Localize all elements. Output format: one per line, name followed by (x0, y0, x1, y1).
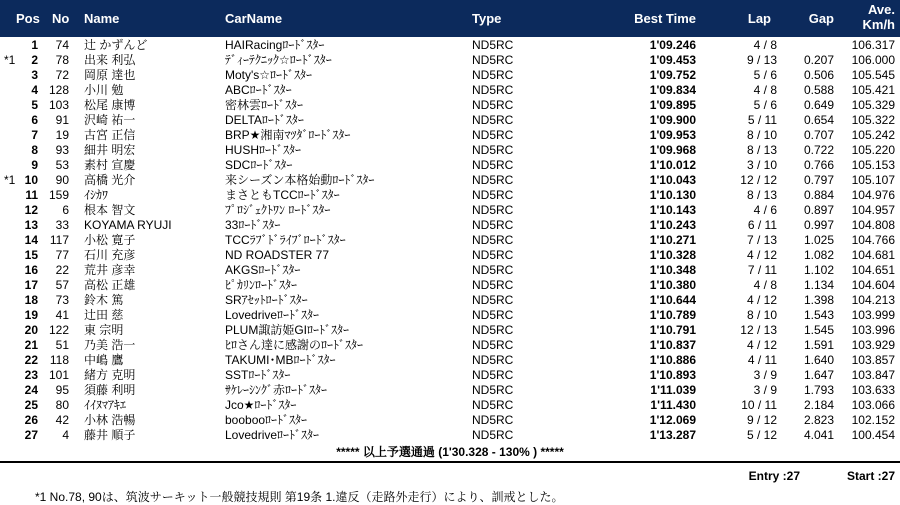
average-speed-cell: 105.153 (851, 158, 895, 172)
best-time-cell: 1'13.287 (649, 428, 696, 442)
table-row (0, 143, 900, 158)
gap-cell: 1.543 (803, 308, 834, 322)
header-ave-label: Ave. (868, 2, 895, 17)
gap-cell: 0.884 (803, 188, 834, 202)
gap-cell: 1.647 (803, 368, 834, 382)
average-speed-cell: 102.152 (851, 413, 895, 427)
driver-name-cell: 沢崎 祐一 (84, 113, 136, 127)
average-speed-cell: 105.329 (851, 98, 895, 112)
average-speed-cell: 104.808 (851, 218, 895, 232)
table-row (0, 308, 900, 323)
gap-cell: 1.640 (803, 353, 834, 367)
car-type-cell: ND5RC (472, 263, 514, 277)
car-number-cell: 101 (48, 368, 69, 382)
car-type-cell: ND5RC (472, 323, 514, 337)
car-name-cell: AKGSﾛｰﾄﾞｽﾀｰ (225, 263, 301, 277)
lap-cell: 9 / 13 (746, 53, 777, 67)
driver-name-cell: 高松 正雄 (84, 278, 136, 292)
driver-name-cell: 小松 寛子 (84, 233, 136, 247)
car-number-cell: 33 (55, 218, 69, 232)
table-row (0, 398, 900, 413)
average-speed-cell: 104.957 (851, 203, 895, 217)
header-name: Name (84, 11, 120, 26)
position-cell: 15 (24, 248, 38, 262)
driver-name-cell: 古宮 正信 (84, 128, 136, 142)
average-speed-cell: 103.633 (851, 383, 895, 397)
lap-cell: 3 / 10 (746, 158, 777, 172)
position-cell: 27 (24, 428, 38, 442)
lap-cell: 4 / 6 (753, 203, 777, 217)
driver-name-cell: ｲｲﾇﾏｱｷｴ (84, 398, 127, 412)
average-speed-cell: 105.107 (851, 173, 895, 187)
car-number-cell: 74 (55, 38, 69, 52)
best-time-cell: 1'10.380 (649, 278, 696, 292)
table-row (0, 218, 900, 233)
car-type-cell: ND5RC (472, 428, 514, 442)
car-number-cell: 6 (62, 203, 69, 217)
car-number-cell: 91 (55, 113, 69, 127)
table-row (0, 368, 900, 383)
car-name-cell: SDCﾛｰﾄﾞｽﾀｰ (225, 158, 293, 172)
footnote: *1 No.78, 90は、筑波サーキット一般競技規則 第19条 1.違反（走路外走行）により、訓戒とした。 (35, 490, 564, 504)
driver-name-cell: ｲｼｶﾜ (84, 188, 109, 202)
table-row (0, 173, 900, 188)
position-cell: 7 (31, 128, 38, 142)
car-type-cell: ND5RC (472, 368, 514, 382)
best-time-cell: 1'10.893 (649, 368, 696, 382)
lap-cell: 5 / 6 (753, 98, 777, 112)
best-time-cell: 1'10.043 (649, 173, 696, 187)
lap-cell: 4 / 11 (747, 353, 777, 367)
position-cell: 6 (31, 113, 38, 127)
average-speed-cell: 103.857 (851, 353, 895, 367)
position-cell: 3 (31, 68, 38, 82)
header-carname: CarName (225, 11, 283, 26)
gap-cell: 0.588 (803, 83, 834, 97)
driver-name-cell: 石川 充彦 (84, 248, 136, 262)
best-time-cell: 1'10.644 (649, 293, 696, 307)
driver-name-cell: 小林 浩暢 (84, 413, 136, 427)
header-best-time: Best Time (634, 11, 696, 26)
table-row (0, 353, 900, 368)
gap-cell: 1.545 (803, 323, 834, 337)
table-row (0, 203, 900, 218)
best-time-cell: 1'10.143 (649, 203, 696, 217)
car-name-cell: Lovedriveﾛｰﾄﾞｽﾀｰ (225, 308, 320, 322)
position-cell: 25 (24, 398, 38, 412)
lap-cell: 4 / 8 (753, 38, 777, 52)
gap-cell: 1.591 (803, 338, 834, 352)
table-row (0, 98, 900, 113)
position-cell: 5 (31, 98, 38, 112)
position-cell: 12 (24, 203, 38, 217)
average-speed-cell: 104.766 (851, 233, 895, 247)
table-row (0, 53, 900, 68)
header-type: Type (472, 11, 502, 26)
car-name-cell: TCCﾗﾌﾞﾄﾞﾗｲﾌﾞﾛｰﾄﾞｽﾀｰ (225, 233, 346, 247)
table-row (0, 263, 900, 278)
lap-cell: 4 / 12 (746, 338, 777, 352)
car-type-cell: ND5RC (472, 293, 514, 307)
car-number-cell: 73 (55, 293, 69, 307)
average-speed-cell: 103.999 (851, 308, 895, 322)
average-speed-cell: 106.000 (851, 53, 895, 67)
entry-count: Entry :27 (748, 469, 800, 483)
driver-name-cell: 根本 智文 (84, 203, 136, 217)
average-speed-cell: 105.242 (851, 128, 895, 142)
position-cell: 22 (24, 353, 38, 367)
gap-cell: 1.134 (803, 278, 834, 292)
lap-cell: 6 / 11 (747, 218, 777, 232)
car-number-cell: 22 (55, 263, 69, 277)
driver-name-cell: 松尾 康博 (84, 98, 136, 112)
car-type-cell: ND5RC (472, 113, 514, 127)
qualifying-cutoff-line: ***** 以上予選通過 (1'30.328 - 130% ) ***** (336, 445, 564, 459)
car-number-cell: 41 (55, 308, 69, 322)
average-speed-cell: 105.545 (851, 68, 895, 82)
car-number-cell: 19 (55, 128, 69, 142)
position-cell: 26 (24, 413, 38, 427)
average-speed-cell: 103.847 (851, 368, 895, 382)
gap-cell: 1.025 (803, 233, 834, 247)
best-time-cell: 1'10.348 (649, 263, 696, 277)
gap-cell: 0.506 (803, 68, 834, 82)
position-cell: 17 (24, 278, 38, 292)
best-time-cell: 1'11.039 (650, 383, 696, 397)
results-table-body (0, 38, 900, 443)
average-speed-cell: 103.929 (851, 338, 895, 352)
table-header (0, 0, 900, 37)
lap-cell: 12 / 13 (740, 323, 777, 337)
driver-name-cell: 辻 かずんど (84, 38, 148, 52)
average-speed-cell: 104.604 (851, 278, 895, 292)
gap-cell: 0.722 (803, 143, 834, 157)
car-number-cell: 95 (55, 383, 69, 397)
lap-cell: 5 / 6 (753, 68, 777, 82)
best-time-cell: 1'10.837 (649, 338, 696, 352)
position-cell: 18 (24, 293, 38, 307)
car-name-cell: DELTAﾛｰﾄﾞｽﾀｰ (225, 113, 304, 127)
lap-cell: 8 / 13 (746, 188, 777, 202)
table-row (0, 248, 900, 263)
best-time-cell: 1'10.130 (649, 188, 696, 202)
car-type-cell: ND5RC (472, 98, 514, 112)
table-row (0, 383, 900, 398)
car-type-cell: ND5RC (472, 383, 514, 397)
car-type-cell: ND5RC (472, 413, 514, 427)
table-row (0, 278, 900, 293)
average-speed-cell: 100.454 (851, 428, 895, 442)
car-name-cell: まさともTCCﾛｰﾄﾞｽﾀｰ (225, 188, 340, 202)
position-cell: 9 (31, 158, 38, 172)
car-number-cell: 159 (48, 188, 69, 202)
lap-cell: 10 / 11 (741, 398, 777, 412)
driver-name-cell: 鈴木 篤 (84, 293, 124, 307)
driver-name-cell: 東 宗明 (84, 323, 124, 337)
table-row (0, 158, 900, 173)
car-name-cell: ﾋﾟｶﾘﾝﾛｰﾄﾞｽﾀｰ (225, 278, 298, 292)
car-number-cell: 72 (55, 68, 69, 82)
position-cell: 16 (24, 263, 38, 277)
average-speed-cell: 105.421 (851, 83, 895, 97)
car-name-cell: BRP★湘南ﾏﾂﾀﾞﾛｰﾄﾞｽﾀｰ (225, 128, 351, 142)
gap-cell: 4.041 (803, 428, 834, 442)
car-number-cell: 118 (49, 353, 69, 367)
car-number-cell: 122 (48, 323, 69, 337)
car-name-cell: 来シーズン本格始動ﾛｰﾄﾞｽﾀｰ (225, 173, 375, 187)
lap-cell: 4 / 12 (746, 248, 777, 262)
lap-cell: 5 / 11 (747, 113, 777, 127)
position-cell: 20 (24, 323, 38, 337)
car-number-cell: 4 (62, 428, 69, 442)
lap-cell: 9 / 12 (746, 413, 777, 427)
gap-cell: 1.398 (803, 293, 834, 307)
best-time-cell: 1'11.430 (650, 398, 696, 412)
car-type-cell: ND5RC (472, 143, 514, 157)
car-name-cell: SSTﾛｰﾄﾞｽﾀｰ (225, 368, 291, 382)
position-cell: 1 (31, 38, 38, 52)
best-time-cell: 1'09.246 (649, 38, 696, 52)
gap-cell: 0.207 (803, 53, 834, 67)
best-time-cell: 1'10.886 (649, 353, 696, 367)
position-cell: 10 (24, 173, 38, 187)
table-row (0, 413, 900, 428)
car-name-cell: ABCﾛｰﾄﾞｽﾀｰ (225, 83, 292, 97)
table-row (0, 113, 900, 128)
header-kmh-label: Km/h (862, 17, 895, 32)
car-name-cell: ﾋﾛさん達に感謝のﾛｰﾄﾞｽﾀｰ (225, 338, 364, 352)
best-time-cell: 1'10.243 (649, 218, 696, 232)
driver-name-cell: 緒方 克明 (84, 368, 136, 382)
driver-name-cell: 中嶋 鷹 (84, 353, 124, 367)
best-time-cell: 1'10.012 (649, 158, 696, 172)
car-name-cell: SRｱｾｯﾄﾛｰﾄﾞｽﾀｰ (225, 293, 308, 307)
gap-cell: 0.997 (803, 218, 834, 232)
best-time-cell: 1'09.752 (649, 68, 696, 82)
lap-cell: 3 / 9 (753, 383, 777, 397)
position-cell: 8 (31, 143, 38, 157)
car-type-cell: ND5RC (472, 38, 514, 52)
gap-cell: 2.823 (803, 413, 834, 427)
penalty-note: *1 (4, 53, 16, 67)
car-type-cell: ND5RC (472, 68, 514, 82)
driver-name-cell: 細井 明宏 (84, 143, 136, 157)
best-time-cell: 1'09.453 (649, 53, 696, 67)
gap-cell: 1.102 (803, 263, 834, 277)
table-row (0, 68, 900, 83)
lap-cell: 5 / 12 (746, 428, 777, 442)
car-name-cell: ｻｹﾚｰｼﾝｸﾞ赤ﾛｰﾄﾞｽﾀｰ (225, 383, 328, 397)
car-number-cell: 80 (55, 398, 69, 412)
gap-cell: 1.793 (803, 383, 834, 397)
average-speed-cell: 104.681 (851, 248, 895, 262)
gap-cell: 0.707 (803, 128, 834, 142)
best-time-cell: 1'09.834 (649, 83, 696, 97)
best-time-cell: 1'10.328 (649, 248, 696, 262)
lap-cell: 4 / 8 (753, 278, 777, 292)
car-type-cell: ND5RC (472, 353, 514, 367)
car-number-cell: 93 (55, 143, 69, 157)
car-type-cell: ND5RC (472, 248, 514, 262)
best-time-cell: 1'09.900 (649, 113, 696, 127)
car-number-cell: 51 (55, 338, 69, 352)
position-cell: 23 (24, 368, 38, 382)
lap-cell: 12 / 12 (740, 173, 777, 187)
lap-cell: 8 / 10 (746, 128, 777, 142)
car-number-cell: 57 (55, 278, 69, 292)
driver-name-cell: 小川 勉 (84, 83, 124, 97)
driver-name-cell: KOYAMA RYUJI (84, 218, 172, 232)
car-name-cell: 33ﾛｰﾄﾞｽﾀｰ (225, 218, 281, 232)
car-number-cell: 117 (49, 233, 69, 247)
lap-cell: 7 / 11 (747, 263, 777, 277)
gap-cell: 2.184 (803, 398, 834, 412)
best-time-cell: 1'10.789 (649, 308, 696, 322)
table-row (0, 233, 900, 248)
car-number-cell: 42 (55, 413, 69, 427)
average-speed-cell: 105.220 (851, 143, 895, 157)
position-cell: 4 (31, 83, 38, 97)
average-speed-cell: 104.651 (851, 263, 895, 277)
car-name-cell: HUSHﾛｰﾄﾞｽﾀｰ (225, 143, 302, 157)
car-name-cell: Lovedriveﾛｰﾄﾞｽﾀｰ (225, 428, 320, 442)
average-speed-cell: 104.976 (851, 188, 895, 202)
position-cell: 14 (24, 233, 38, 247)
average-speed-cell: 103.996 (851, 323, 895, 337)
car-type-cell: ND5RC (472, 338, 514, 352)
gap-cell: 0.897 (803, 203, 834, 217)
table-row (0, 293, 900, 308)
gap-cell: 0.649 (803, 98, 834, 112)
divider (0, 461, 900, 463)
driver-name-cell: 岡原 達也 (84, 68, 136, 82)
gap-cell: 0.797 (803, 173, 834, 187)
position-cell: 2 (31, 53, 38, 67)
car-type-cell: ND5RC (472, 128, 514, 142)
start-count: Start :27 (846, 469, 895, 483)
best-time-cell: 1'09.968 (649, 143, 696, 157)
position-cell: 11 (25, 188, 38, 202)
table-row (0, 188, 900, 203)
position-cell: 19 (24, 308, 38, 322)
average-speed-cell: 105.322 (851, 113, 895, 127)
car-name-cell: ﾃﾞｨｰﾃｸﾆｯｸ☆ﾛｰﾄﾞｽﾀｰ (225, 53, 332, 67)
driver-name-cell: 辻田 慈 (84, 308, 124, 322)
gap-cell: 1.082 (803, 248, 834, 262)
gap-cell: 0.654 (803, 113, 834, 127)
best-time-cell: 1'09.895 (649, 98, 696, 112)
best-time-cell: 1'12.069 (649, 413, 696, 427)
car-name-cell: PLUM諏訪姫GIﾛｰﾄﾞｽﾀｰ (225, 323, 350, 337)
car-type-cell: ND5RC (472, 278, 514, 292)
table-row (0, 128, 900, 143)
car-type-cell: ND5RC (472, 203, 514, 217)
driver-name-cell: 藤井 順子 (84, 428, 136, 442)
driver-name-cell: 乃美 浩一 (84, 338, 136, 352)
driver-name-cell: 高橋 光介 (84, 173, 136, 187)
car-name-cell: Jco★ﾛｰﾄﾞｽﾀｰ (225, 398, 297, 412)
lap-cell: 8 / 10 (746, 308, 777, 322)
best-time-cell: 1'09.953 (649, 128, 696, 142)
header-no: No (52, 11, 70, 26)
header-gap: Gap (808, 11, 834, 26)
car-name-cell: Moty's☆ﾛｰﾄﾞｽﾀｰ (225, 68, 313, 82)
average-speed-cell: 106.317 (851, 38, 895, 52)
car-type-cell: ND5RC (472, 173, 514, 187)
position-cell: 21 (24, 338, 38, 352)
table-row (0, 83, 900, 98)
car-type-cell: ND5RC (472, 188, 514, 202)
car-number-cell: 90 (55, 173, 69, 187)
car-type-cell: ND5RC (472, 53, 514, 67)
driver-name-cell: 荒井 彦幸 (84, 263, 136, 277)
car-number-cell: 78 (55, 53, 69, 67)
car-number-cell: 53 (55, 158, 69, 172)
lap-cell: 4 / 8 (753, 83, 777, 97)
car-type-cell: ND5RC (472, 308, 514, 322)
best-time-cell: 1'10.791 (649, 323, 696, 337)
car-type-cell: ND5RC (472, 398, 514, 412)
header-average-speed (863, 2, 896, 32)
table-row (0, 38, 900, 53)
car-name-cell: boobooﾛｰﾄﾞｽﾀｰ (225, 413, 308, 427)
car-name-cell: HAIRacingﾛｰﾄﾞｽﾀｰ (225, 38, 325, 52)
car-type-cell: ND5RC (472, 158, 514, 172)
position-cell: 13 (24, 218, 38, 232)
average-speed-cell: 104.213 (851, 293, 895, 307)
header-pos: Pos (16, 11, 40, 26)
lap-cell: 7 / 13 (746, 233, 777, 247)
header-lap: Lap (747, 11, 771, 26)
best-time-cell: 1'10.271 (649, 233, 696, 247)
car-name-cell: TAKUMI･MBﾛｰﾄﾞｽﾀｰ (225, 353, 336, 367)
car-type-cell: ND5RC (472, 83, 514, 97)
lap-cell: 4 / 12 (746, 293, 777, 307)
car-name-cell: 密林雲ﾛｰﾄﾞｽﾀｰ (225, 98, 304, 112)
car-name-cell: ND ROADSTER 77 (225, 248, 330, 262)
car-type-cell: ND5RC (472, 233, 514, 247)
lap-cell: 8 / 13 (746, 143, 777, 157)
table-row (0, 338, 900, 353)
car-number-cell: 128 (48, 83, 69, 97)
driver-name-cell: 素村 宣慶 (84, 158, 136, 172)
table-row (0, 323, 900, 338)
driver-name-cell: 出来 利弘 (84, 53, 136, 67)
car-number-cell: 77 (55, 248, 69, 262)
lap-cell: 3 / 9 (753, 368, 777, 382)
average-speed-cell: 103.066 (851, 398, 895, 412)
car-name-cell: ﾌﾟﾛｼﾞｪｸﾄﾜﾝ ﾛｰﾄﾞｽﾀｰ (225, 203, 331, 217)
gap-cell: 0.766 (803, 158, 834, 172)
penalty-note: *1 (4, 173, 16, 187)
car-type-cell: ND5RC (472, 218, 514, 232)
table-row (0, 428, 900, 443)
car-number-cell: 103 (48, 98, 69, 112)
position-cell: 24 (24, 383, 38, 397)
driver-name-cell: 須藤 利明 (84, 383, 136, 397)
